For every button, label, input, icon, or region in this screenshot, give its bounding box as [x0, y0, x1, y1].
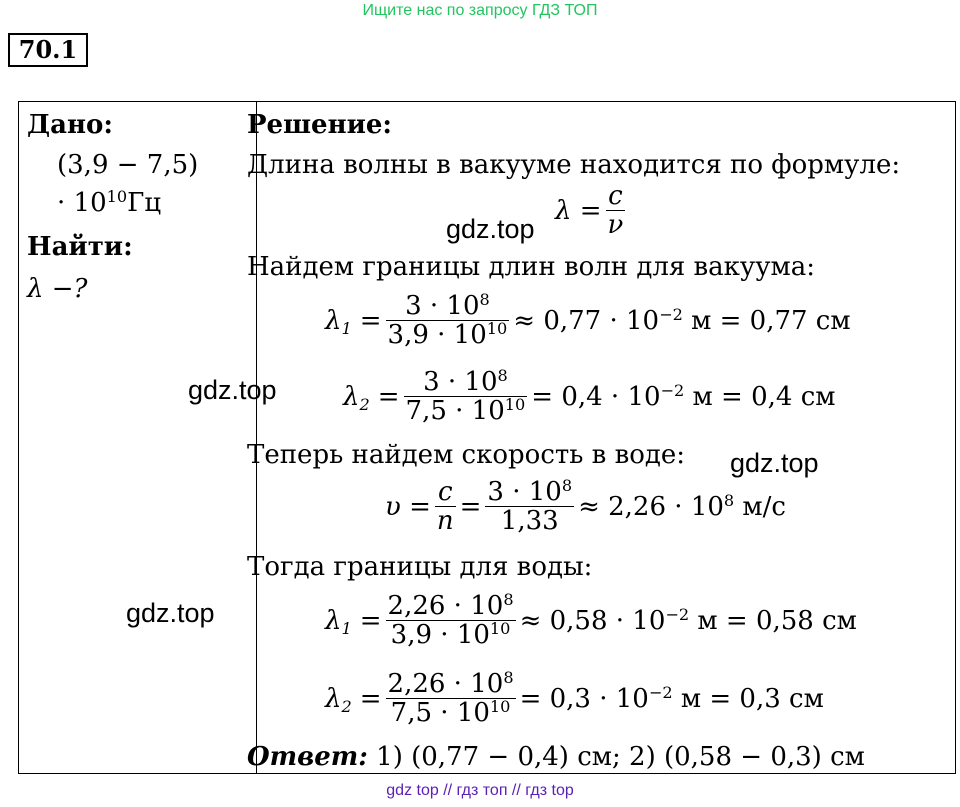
- answer-line: [247, 742, 865, 772]
- given-title: Дано:: [27, 110, 113, 140]
- v-num2: $3 \cdot 10^8$: [487, 476, 573, 507]
- solution-line4: Тогда границы для воды:: [247, 552, 593, 582]
- w1-num: $2,26 \cdot 10^8$: [387, 590, 514, 621]
- w2-rhs: = $0,3 \cdot 10^{-2}$ м = 0,3 см: [519, 682, 824, 714]
- l1-sym: $\lambda_1$: [325, 305, 352, 338]
- l2-den: $7,5 \cdot 10^{10}$: [405, 395, 526, 426]
- formula-lambda1-water: [325, 592, 857, 649]
- given-mult: · 10: [57, 188, 107, 218]
- w2-den: $7,5 \cdot 10^{10}$: [390, 697, 511, 728]
- v-den2: 1,33: [500, 506, 559, 536]
- watermark: gdz.top: [126, 598, 215, 628]
- solution-line1: Длина волны в вакууме находится по формуле:: [247, 150, 901, 180]
- w1-rhs: ≈ $0,58 \cdot 10^{-2}$ м = 0,58 см: [519, 604, 857, 636]
- l1-num: $3 \cdot 10^8$: [386, 292, 510, 321]
- l1-fraction: [386, 292, 510, 349]
- given-range: (3,9 − 7,5): [57, 150, 199, 180]
- f1-fraction: [606, 182, 626, 239]
- v-lhs: υ =: [385, 491, 431, 522]
- l2-eq: =: [377, 381, 400, 412]
- watermark: gdz.top: [730, 448, 819, 478]
- w2-eq: =: [359, 683, 382, 714]
- l1-rhs: ≈ $0,77 \cdot 10^{-2}$ м = 0,77 см: [513, 304, 851, 336]
- answer-text: 1) (0,77 − 0,4) см; 2) (0,58 − 0,3) см: [367, 742, 865, 772]
- formula-wavelength: [555, 182, 629, 239]
- column-divider: [256, 102, 257, 773]
- l2-num: $3 \cdot 10^8$: [404, 368, 528, 397]
- watermark: gdz.top: [188, 375, 277, 405]
- f1-num: c: [606, 182, 626, 211]
- top-banner: Ищите нас по запросу ГДЗ ТОП: [362, 2, 598, 19]
- v-den1: n: [436, 506, 454, 536]
- footer: gdz top // гдз топ // гдз top: [386, 782, 574, 799]
- solution-title: Решение:: [247, 110, 393, 140]
- v-num1: c: [435, 478, 456, 507]
- l2-sym: $\lambda_2$: [343, 381, 370, 414]
- formula-lambda1-vacuum: [325, 292, 851, 349]
- w1-eq: =: [359, 605, 382, 636]
- l2-rhs: = $0,4 \cdot 10^{-2}$ м = 0,4 см: [531, 380, 836, 412]
- w1-den: $3,9 \cdot 10^{10}$: [390, 619, 511, 650]
- answer-label: Ответ:: [247, 742, 368, 772]
- given-unit: Гц: [127, 188, 162, 218]
- f1-den: ν: [607, 210, 624, 240]
- given-exp: 10: [106, 187, 128, 207]
- l1-eq: =: [359, 305, 382, 336]
- given-frequency: [57, 188, 161, 218]
- find-title: Найти:: [27, 232, 133, 262]
- w1-fraction: [386, 592, 516, 649]
- watermark: gdz.top: [446, 214, 535, 244]
- w2-fraction: [386, 670, 516, 727]
- v-fraction1: [435, 478, 456, 535]
- problem-number: 70.1: [8, 33, 88, 67]
- formula-lambda2-water: [325, 670, 824, 727]
- l1-den: $3,9 \cdot 10^{10}$: [387, 319, 508, 350]
- v-rhs: ≈ $2,26 \cdot 10^8$ м/с: [578, 490, 786, 522]
- w2-sym: $\lambda_2$: [325, 683, 352, 716]
- l2-fraction: [404, 368, 528, 425]
- w2-num: $2,26 \cdot 10^8$: [387, 668, 514, 699]
- v-fraction2: [485, 478, 574, 535]
- find-value: λ −?: [27, 274, 88, 304]
- solution-line2: Найдем границы длин волн для вакуума:: [247, 252, 816, 282]
- formula-velocity: [385, 478, 786, 535]
- solution-line3: Теперь найдем скорость в воде:: [247, 440, 686, 470]
- formula-lambda2-vacuum: [343, 368, 836, 425]
- w1-sym: $\lambda_1$: [325, 605, 352, 638]
- v-eq: =: [459, 491, 482, 522]
- solution-table: [18, 101, 956, 774]
- f1-lhs: λ =: [555, 195, 602, 226]
